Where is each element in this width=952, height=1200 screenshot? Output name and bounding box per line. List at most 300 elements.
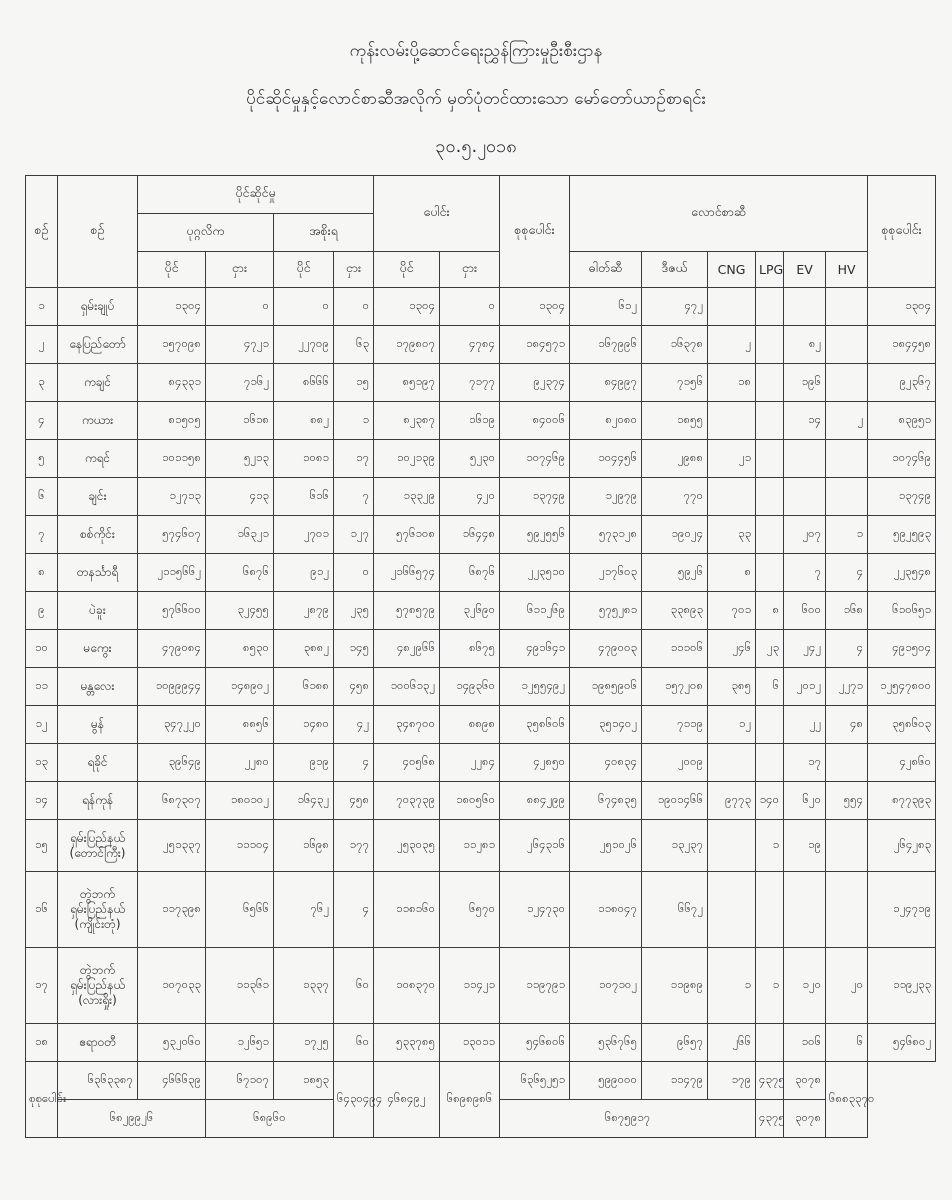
- cell-cng: ၁၂: [708, 706, 756, 744]
- cell-region: မန္တလေး: [58, 668, 138, 706]
- table-row: [26, 288, 936, 326]
- cell-pv-own: ၁၅၇၀၉၈: [138, 326, 206, 364]
- cell-region: ရန်ကုန်: [58, 782, 138, 820]
- cell-gv-rent: ၄: [334, 744, 374, 782]
- cell-diesel: ၇၁၁၉: [642, 706, 708, 744]
- cell-hv: [826, 364, 868, 402]
- cell-pv-own: ၁၀၇၀၃၃: [138, 948, 206, 1024]
- cell-cng: ၂: [708, 326, 756, 364]
- cell-pv-rent: ၁၄၈၉၀၂: [206, 668, 274, 706]
- cell-gv-own: ၀: [274, 288, 334, 326]
- total-grand: ၆၈၉၈၉၈၆: [440, 1062, 500, 1138]
- total-fuel-grand: ၆၈၈၃၃၇၀: [826, 1062, 868, 1138]
- cell-petrol: ၅၃၆၇၆၅: [570, 1024, 642, 1062]
- cell-cng: ၂၁: [708, 440, 756, 478]
- cell-sum-own: ၄၀၅၆၈: [374, 744, 440, 782]
- cell-total: ၆၁၁၂၆၉: [500, 592, 570, 630]
- cell-pv-rent: ၇၁၆၂: [206, 364, 274, 402]
- cell-lpg: [756, 744, 784, 782]
- cell-sum-own: ၅၇၈၅၇၉: [374, 592, 440, 630]
- cell-hv: ၂၀: [826, 948, 868, 1024]
- cell-gv-rent: ၀: [334, 554, 374, 592]
- cell-gv-rent: ၄၅၈: [334, 668, 374, 706]
- cell-total: ၂၂၃၅၁၀: [500, 554, 570, 592]
- cell-pv-rent: ၈၈၅၆: [206, 706, 274, 744]
- cell-sr: ၂: [26, 326, 58, 364]
- total-private-sum: ၆၈၂၉၉၂၆: [58, 1100, 206, 1138]
- cell-hv: [826, 478, 868, 516]
- cell-sr: ၅: [26, 440, 58, 478]
- cell-pv-rent: ၆၈၇၆: [206, 554, 274, 592]
- cell-hv: ၆: [826, 1024, 868, 1062]
- cell-region: ဧရာဝတီ: [58, 1024, 138, 1062]
- cell-sum-own: ၂၁၆၆၅၇၄: [374, 554, 440, 592]
- cell-pv-rent: ၂၂၈၀: [206, 744, 274, 782]
- cell-region: ကချင်: [58, 364, 138, 402]
- cell-sum-rent: ၅၂၃၀: [440, 440, 500, 478]
- cell-total: ၅၉၂၅၅၆: [500, 516, 570, 554]
- cell-hv: ၂: [826, 402, 868, 440]
- cell-cng: ၃၈၅: [708, 668, 756, 706]
- cell-diesel: ၉၆၅၇: [642, 1024, 708, 1062]
- table-row: [26, 402, 936, 440]
- cell-ev: ၂၀၁၂: [784, 668, 826, 706]
- col-header-ev: EV: [784, 252, 826, 288]
- cell-lpg: ၁: [756, 948, 784, 1024]
- cell-sum-own: ၇၀၃၇၃၉: [374, 782, 440, 820]
- col-header-fuel: လောင်စာဆီ: [570, 176, 868, 252]
- cell-ev: [784, 288, 826, 326]
- cell-total: ၁၁၉၇၉၁: [500, 948, 570, 1024]
- col-header-gov-owned: ပိုင်: [274, 252, 334, 288]
- col-header-fuel-total: စုစုပေါင်း: [868, 176, 936, 288]
- cell-fuel-total: ၈၇၇၃၉၃: [868, 782, 936, 820]
- table-row: [26, 872, 936, 948]
- cell-diesel: ၇၁၅၆: [642, 364, 708, 402]
- col-header-lpg: LPG: [756, 252, 784, 288]
- cell-sr: ၁၈: [26, 1024, 58, 1062]
- total-combined-rented: ၄၆၈၄၉၂: [374, 1062, 440, 1138]
- table-row: [26, 948, 936, 1024]
- cell-sr: ၇: [26, 516, 58, 554]
- cell-petrol: ၈၄၉၉၇: [570, 364, 642, 402]
- cell-sum-own: ၈၂၃၈၇: [374, 402, 440, 440]
- cell-gv-rent: ၆၀: [334, 1024, 374, 1062]
- cell-petrol: ၁၆၇၉၉၆: [570, 326, 642, 364]
- cell-petrol: ၁၀၇၁၀၂: [570, 948, 642, 1024]
- cell-sr: ၁၁: [26, 668, 58, 706]
- cell-sum-rent: ၈၈၉၈: [440, 706, 500, 744]
- cell-region: ရှမ်းပြည်နယ် (တောင်ကြီး): [58, 820, 138, 872]
- total-lpg: ၁၇၉: [708, 1062, 756, 1100]
- cell-diesel: ၁၆၃၇၈: [642, 326, 708, 364]
- cell-diesel: ၁၈၅၅: [642, 402, 708, 440]
- cell-region: ချင်း: [58, 478, 138, 516]
- cell-sr: ၉: [26, 592, 58, 630]
- cell-fuel-total: ၅၄၆၈၀၂: [868, 1024, 936, 1062]
- cell-diesel: ၁၉၀၂၄: [642, 516, 708, 554]
- cell-ev: ၁၉၆: [784, 364, 826, 402]
- cell-cng: [708, 744, 756, 782]
- cell-pv-own: ၅၇၆၆၀၀: [138, 592, 206, 630]
- total-ev: ၄၃၇၅: [756, 1062, 784, 1100]
- cell-region: ကရင်: [58, 440, 138, 478]
- cell-cng: [708, 820, 756, 872]
- cell-lpg: [756, 364, 784, 402]
- cell-total: ၃၅၈၆၀၆: [500, 706, 570, 744]
- col-header-diesel: ဒီဇယ်: [642, 252, 708, 288]
- cell-diesel: ၁၁၉၈၉: [642, 948, 708, 1024]
- cell-hv: ၁၆၈: [826, 592, 868, 630]
- cell-lpg: [756, 288, 784, 326]
- cell-gv-rent: ၄: [334, 872, 374, 948]
- cell-petrol: ၁၁၈၀၄၇: [570, 872, 642, 948]
- cell-total: ၈၄၀၀၆: [500, 402, 570, 440]
- cell-pv-rent: ၁၁၁၀၄: [206, 820, 274, 872]
- vehicle-registration-table: [25, 175, 936, 1138]
- cell-region: ရခိုင်: [58, 744, 138, 782]
- cell-hv: [826, 872, 868, 948]
- total-ev-repeat: ၄၃၇၅: [756, 1100, 784, 1138]
- cell-region: တနင်္သာရီ: [58, 554, 138, 592]
- cell-pv-own: ၅၃၂၀၆၀: [138, 1024, 206, 1062]
- cell-gv-own: ၆၁၈၈: [274, 668, 334, 706]
- cell-pv-rent: ၁၁၃၆၁: [206, 948, 274, 1024]
- cell-pv-own: ၁၀၉၉၉၄၄: [138, 668, 206, 706]
- cell-diesel: ၅၉၂၆: [642, 554, 708, 592]
- cell-ev: [784, 872, 826, 948]
- cell-gv-own: ၉၁၉: [274, 744, 334, 782]
- total-private-rented: ၄၆၆၆၃၉: [138, 1062, 206, 1100]
- totals-row-upper: [26, 1062, 936, 1100]
- cell-ev: ၇: [784, 554, 826, 592]
- cell-sum-rent: ၆၅၇၀: [440, 872, 500, 948]
- table-row: [26, 592, 936, 630]
- total-gov-sum: ၆၈၉၆၀: [206, 1100, 334, 1138]
- cell-pv-own: ၄၇၉၀၈၄: [138, 630, 206, 668]
- cell-pv-rent: ၈၅၃၀: [206, 630, 274, 668]
- cell-hv: ၄: [826, 630, 868, 668]
- cell-gv-own: ၂၈၇၉: [274, 592, 334, 630]
- cell-hv: [826, 288, 868, 326]
- col-header-combined-rented: ငှား: [440, 252, 500, 288]
- document-subtitle: ပိုင်ဆိုင်မှုနှင့်လောင်စာဆီအလိုက် မှတ်ပုံတင်ထားသော မော်တော်ယာဥ်စာရင်း: [246, 89, 706, 109]
- cell-sum-rent: ၁၃၀၁၁: [440, 1024, 500, 1062]
- cell-region: တွဲဘက် ရှမ်းပြည်နယ် (ကျိုင်းတုံ): [58, 872, 138, 948]
- table-row: [26, 478, 936, 516]
- cell-gv-own: ၈၈၂: [274, 402, 334, 440]
- cell-sum-own: ၅၇၆၁၀၈: [374, 516, 440, 554]
- cell-total: ၁၂၅၅၄၉၂: [500, 668, 570, 706]
- cell-cng: [708, 872, 756, 948]
- cell-sum-rent: ၄၇၈၄: [440, 326, 500, 364]
- cell-pv-rent: ၁၂၆၅၁: [206, 1024, 274, 1062]
- cell-pv-own: ၈၁၅၀၅: [138, 402, 206, 440]
- cell-diesel: ၄၇၂: [642, 288, 708, 326]
- cell-lpg: [756, 706, 784, 744]
- cell-diesel: ၆၆၇၂: [642, 872, 708, 948]
- cell-petrol: ၃၅၁၄၀၂: [570, 706, 642, 744]
- cell-lpg: [756, 440, 784, 478]
- cell-total: ၁၀၇၄၆၉: [500, 440, 570, 478]
- cell-diesel: ၁၅၇၂၀၈: [642, 668, 708, 706]
- cell-gv-own: ၇၆၂: [274, 872, 334, 948]
- cell-cng: ၈: [708, 554, 756, 592]
- cell-pv-rent: ၁၆၁၈: [206, 402, 274, 440]
- cell-petrol: ၄၇၉၀၀၃: [570, 630, 642, 668]
- document-date: ၃၀.၅.၂၀၁၈: [435, 136, 517, 157]
- cell-gv-rent: ၁: [334, 402, 374, 440]
- cell-gv-rent: ၁၇: [334, 440, 374, 478]
- cell-lpg: ၂၃: [756, 630, 784, 668]
- cell-sr: ၁၆: [26, 872, 58, 948]
- cell-gv-rent: ၆၀: [334, 948, 374, 1024]
- cell-sr: ၁: [26, 288, 58, 326]
- cell-pv-own: ၁၁၇၃၉၈: [138, 872, 206, 948]
- cell-cng: ၁၈: [708, 364, 756, 402]
- cell-gv-own: ၁၇၂၅: [274, 1024, 334, 1062]
- cell-sum-own: ၃၄၈၇၀၀: [374, 706, 440, 744]
- table-row: [26, 782, 936, 820]
- cell-gv-own: ၁၆၄၃၂: [274, 782, 334, 820]
- cell-fuel-total: ၁၂၄၇၁၉: [868, 872, 936, 948]
- cell-sum-own: ၈၅၁၉၇: [374, 364, 440, 402]
- cell-region: တွဲဘက် ရှမ်းပြည်နယ် (လားရှိုး): [58, 948, 138, 1024]
- cell-ev: ၂၄၂: [784, 630, 826, 668]
- cell-hv: [826, 820, 868, 872]
- cell-lpg: ၁၄၀: [756, 782, 784, 820]
- cell-sr: ၁၂: [26, 706, 58, 744]
- cell-petrol: ၅၇၃၁၂၈: [570, 516, 642, 554]
- cell-sum-rent: ၁၁၂၈၁: [440, 820, 500, 872]
- cell-lpg: [756, 554, 784, 592]
- cell-pv-own: ၅၇၄၆၀၇: [138, 516, 206, 554]
- total-gov-owned: ၆၇၁၀၇: [206, 1062, 274, 1100]
- cell-region: ကယား: [58, 402, 138, 440]
- total-cng: ၁၁၄၇၉: [642, 1062, 708, 1100]
- cell-pv-own: ၂၅၁၃၃၇: [138, 820, 206, 872]
- cell-gv-rent: ၇: [334, 478, 374, 516]
- cell-sum-rent: ၁၆၁၉: [440, 402, 500, 440]
- cell-fuel-total: ၁၈၄၄၅၈: [868, 326, 936, 364]
- cell-cng: ၃၃: [708, 516, 756, 554]
- col-header-petrol: ဓါတ်ဆီ: [570, 252, 642, 288]
- cell-sum-rent: ၀: [440, 288, 500, 326]
- col-header-total: စုစုပေါင်း: [500, 176, 570, 288]
- cell-lpg: ၁: [756, 820, 784, 872]
- cell-sum-own: ၁၁၈၁၆၀: [374, 872, 440, 948]
- col-header-private: ပုဂ္ဂလိက: [138, 214, 274, 252]
- cell-hv: ၄၈: [826, 706, 868, 744]
- col-header-sr: စဥ်: [26, 176, 58, 288]
- cell-lpg: [756, 402, 784, 440]
- cell-pv-own: ၈၄၃၃၁: [138, 364, 206, 402]
- cell-pv-own: ၁၂၇၁၃: [138, 478, 206, 516]
- cell-sum-rent: ၈၆၇၅: [440, 630, 500, 668]
- cell-region: စစ်ကိုင်း: [58, 516, 138, 554]
- total-gov-rented: ၁၈၅၃: [274, 1062, 334, 1100]
- cell-pv-rent: ၅၂၁၃: [206, 440, 274, 478]
- col-header-private-owned: ပိုင်: [138, 252, 206, 288]
- cell-pv-own: ၆၈၇၃၀၇: [138, 782, 206, 820]
- cell-hv: ၁: [826, 516, 868, 554]
- cell-cng: ၇၀၁: [708, 592, 756, 630]
- cell-fuel-total: ၈၃၉၅၁: [868, 402, 936, 440]
- cell-pv-own: ၃၉၆၄၉: [138, 744, 206, 782]
- total-petrol: ၆၃၆၅၂၅၁: [500, 1062, 570, 1100]
- cell-cng: ၂၆၆: [708, 1024, 756, 1062]
- cell-sr: ၃: [26, 364, 58, 402]
- cell-gv-rent: ၄၂: [334, 706, 374, 744]
- cell-petrol: ၄၀၈၃၄: [570, 744, 642, 782]
- cell-sr: ၄: [26, 402, 58, 440]
- cell-sum-own: ၁၃၀၄: [374, 288, 440, 326]
- col-header-hv: HV: [826, 252, 868, 288]
- cell-gv-own: ၁၃၃၇: [274, 948, 334, 1024]
- cell-diesel: ၁၁၁၀၆: [642, 630, 708, 668]
- cell-gv-rent: ၄၅၈: [334, 782, 374, 820]
- cell-cng: [708, 288, 756, 326]
- cell-sr: ၁၃: [26, 744, 58, 782]
- cell-cng: [708, 402, 756, 440]
- cell-total: ၄၂၈၅၀: [500, 744, 570, 782]
- cell-pv-own: ၁၀၁၁၅၈: [138, 440, 206, 478]
- cell-cng: [708, 478, 756, 516]
- cell-gv-own: ၁၆၉၈: [274, 820, 334, 872]
- col-header-combined: ပေါင်း: [374, 176, 500, 252]
- cell-fuel-total: ၁၂၅၄၇၈၀၀: [868, 668, 936, 706]
- cell-fuel-total: ၃၅၈၆၀၃: [868, 706, 936, 744]
- cell-diesel: ၂၉၈၈: [642, 440, 708, 478]
- cell-region: ပဲခူး: [58, 592, 138, 630]
- cell-gv-rent: ၁၄၅: [334, 630, 374, 668]
- cell-fuel-total: ၂၂၃၅၄၈: [868, 554, 936, 592]
- table-row: [26, 440, 936, 478]
- cell-diesel: ၃၃၈၉၃: [642, 592, 708, 630]
- cell-pv-own: ၁၃၀၄: [138, 288, 206, 326]
- cell-fuel-total: ၁၀၇၄၆၉: [868, 440, 936, 478]
- cell-sum-rent: ၄၂၀: [440, 478, 500, 516]
- cell-ev: ၁၉: [784, 820, 826, 872]
- cell-petrol: ၁၂၉၇၉: [570, 478, 642, 516]
- cell-ev: ၁၇: [784, 744, 826, 782]
- cell-fuel-total: ၄၂၈၆၀: [868, 744, 936, 782]
- cell-sum-rent: ၂၂၈၄: [440, 744, 500, 782]
- cell-diesel: ၁၃၂၃၇: [642, 820, 708, 872]
- cell-gv-own: ၂၇၀၁: [274, 516, 334, 554]
- cell-fuel-total: ၆၁၀၆၅၁: [868, 592, 936, 630]
- cell-petrol: ၁၀၄၄၅၆: [570, 440, 642, 478]
- cell-sum-own: ၄၈၂၉၆၆: [374, 630, 440, 668]
- table-row: [26, 554, 936, 592]
- cell-pv-rent: ၁၆၃၂၁: [206, 516, 274, 554]
- document-title: ကုန်းလမ်းပို့ဆောင်ရေးညွှန်ကြားမှုဦးစီးဌာန: [349, 41, 603, 61]
- total-private-owned: ၆၃၆၃၃၈၇: [58, 1062, 138, 1100]
- cell-ev: [784, 440, 826, 478]
- cell-petrol: ၁၉၈၅၉၀၆: [570, 668, 642, 706]
- cell-hv: [826, 744, 868, 782]
- cell-sum-own: ၁၇၉၈၀၇: [374, 326, 440, 364]
- cell-total: ၄၉၁၆၄၁: [500, 630, 570, 668]
- table-row: [26, 744, 936, 782]
- cell-fuel-total: ၁၃၀၄: [868, 288, 936, 326]
- cell-sum-own: ၅၃၃၇၈၅: [374, 1024, 440, 1062]
- cell-petrol: ၈၂၀၈၀: [570, 402, 642, 440]
- cell-lpg: ၆: [756, 668, 784, 706]
- cell-pv-own: ၃၄၇၂၂၀: [138, 706, 206, 744]
- cell-fuel-total: ၄၉၁၅၀၄: [868, 630, 936, 668]
- cell-gv-own: ၁၀၈၁: [274, 440, 334, 478]
- cell-fuel-total: ၁၁၉၂၃၃: [868, 948, 936, 1024]
- table-row: [26, 326, 936, 364]
- cell-region: နေပြည်တော်: [58, 326, 138, 364]
- cell-gv-rent: ၁၇၇: [334, 820, 374, 872]
- cell-total: ၅၄၆၈၀၆: [500, 1024, 570, 1062]
- col-header-ownership: ပိုင်ဆိုင်မှု: [138, 176, 374, 214]
- col-header-government: အစိုးရ: [274, 214, 374, 252]
- cell-fuel-total: ၉၂၃၆၇: [868, 364, 936, 402]
- cell-ev: ၂၀၇: [784, 516, 826, 554]
- table-row: [26, 820, 936, 872]
- cell-petrol: ၂၅၁၀၂၆: [570, 820, 642, 872]
- cell-fuel-total: ၅၉၂၅၉၃: [868, 516, 936, 554]
- col-header-region: စဥ်: [58, 176, 138, 288]
- cell-sr: ၁၇: [26, 948, 58, 1024]
- cell-hv: ၅၅၄: [826, 782, 868, 820]
- cell-sr: ၁၄: [26, 782, 58, 820]
- cell-cng: ၁: [708, 948, 756, 1024]
- totals-label: စုစုပေါင်း: [26, 1062, 58, 1138]
- cell-ev: ၆၂၀: [784, 782, 826, 820]
- col-header-gov-rented: ငှား: [334, 252, 374, 288]
- cell-sum-rent: ၁၁၄၂၁: [440, 948, 500, 1024]
- col-header-combined-owned: ပိုင်: [374, 252, 440, 288]
- cell-diesel: ၂၀၀၉: [642, 744, 708, 782]
- cell-total: ၁၃၀၄: [500, 288, 570, 326]
- table-row: [26, 1024, 936, 1062]
- cell-sum-rent: ၆၈၇၆: [440, 554, 500, 592]
- cell-sum-own: ၂၅၃၀၃၅: [374, 820, 440, 872]
- cell-gv-own: ၆၁၆: [274, 478, 334, 516]
- table-row: [26, 516, 936, 554]
- cell-sum-rent: ၇၁၇၇: [440, 364, 500, 402]
- cell-hv: [826, 440, 868, 478]
- cell-gv-rent: ၁၂၇: [334, 516, 374, 554]
- cell-region: မကွေး: [58, 630, 138, 668]
- cell-ev: [784, 478, 826, 516]
- cell-sum-own: ၁၀၈၃၇၀: [374, 948, 440, 1024]
- total-hv: ၃၀၇၈: [784, 1062, 826, 1100]
- cell-sr: ၈: [26, 554, 58, 592]
- cell-sr: ၁၀: [26, 630, 58, 668]
- cell-gv-own: ၁၄၈၀: [274, 706, 334, 744]
- col-header-cng: CNG: [708, 252, 756, 288]
- table-body: [26, 288, 936, 1062]
- cell-cng: ၉၇၇၃: [708, 782, 756, 820]
- cell-petrol: ၅၇၅၂၈၁: [570, 592, 642, 630]
- cell-total: ၈၈၄၂၉၉: [500, 782, 570, 820]
- cell-gv-own: ၉၁၂: [274, 554, 334, 592]
- cell-lpg: [756, 872, 784, 948]
- cell-region: မွန်: [58, 706, 138, 744]
- cell-pv-rent: ၆၅၆၆: [206, 872, 274, 948]
- cell-gv-own: ၂၂၇၀၉: [274, 326, 334, 364]
- cell-sum-rent: ၁၄၉၃၆၀: [440, 668, 500, 706]
- cell-ev: ၂၂: [784, 706, 826, 744]
- cell-petrol: ၆၇၄၈၃၅: [570, 782, 642, 820]
- table-row: [26, 668, 936, 706]
- table-row: [26, 630, 936, 668]
